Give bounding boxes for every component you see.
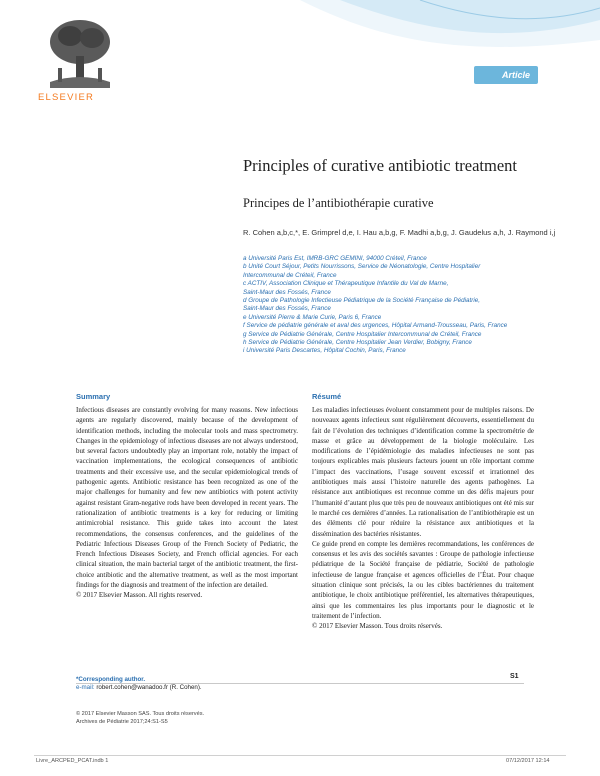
article-subtitle: Principes de l’antibiothérapie curative	[243, 196, 434, 210]
article-title: Principles of curative antibiotic treatment	[243, 156, 517, 175]
resume-heading: Résumé	[312, 392, 342, 401]
print-file: Livre_ARCPED_PCAT.indb 1	[36, 758, 109, 764]
footer	[76, 710, 204, 726]
footer-copyright: © 2017 Elsevier Masson SAS. Tous droits réservés.	[76, 711, 205, 717]
summary-copyright: © 2017 Elsevier Masson. All rights reserved.	[76, 591, 203, 600]
affiliation: c ACTIV, Association Clinique et Thérapeutique Infantile du Val de Marne,	[243, 280, 449, 288]
affiliation: g Service de Pédiatrie Générale, Centre Hospitalier Intercommunal de Créteil, France	[243, 330, 482, 338]
affiliation: a Université Paris Est, IMRB-GRC GEMINI, 94000 Créteil, France	[243, 255, 427, 262]
affiliation: Intercommunal de Créteil, France	[243, 271, 337, 279]
email-link[interactable]: robert.cohen@wanadoo.fr (R. Cohen).	[96, 684, 202, 691]
article-type-badge: Article	[474, 66, 538, 84]
resume-copyright: © 2017 Elsevier Masson. Tous droits réservés.	[312, 622, 443, 631]
email-label: e-mail:	[76, 684, 95, 691]
publisher-name: ELSEVIER	[38, 92, 95, 103]
affiliation: i Université Paris Descartes, Hôpital Cochin, Paris, France	[243, 347, 406, 355]
summary-section	[76, 392, 298, 600]
correspondence	[76, 676, 202, 692]
affiliation: e Université Pierre & Marie Curie, Paris 6, France	[243, 313, 382, 321]
affiliation: d Groupe de Pathologie Infectieuse Pédiatrique de la Société Française de Pédiatrie,	[243, 297, 480, 305]
corresponding-author-label: *Corresponding author.	[76, 676, 146, 683]
page-number: S1	[510, 673, 519, 680]
footer-divider	[76, 683, 524, 684]
author-list: R. Cohen a,b,c,*, E. Grimprel d,e, I. Hau a,b,g, F. Madhi a,b,g, J. Gaudelus a,h, J. Raymond i,j	[243, 228, 556, 237]
affiliation: f Service de pédiatrie générale et aval des urgences, Hôpital Armand-Trousseau, Paris, France	[243, 322, 508, 330]
affiliation: Saint-Maur des Fossés, France	[243, 305, 331, 313]
footer-citation: Archives de Pédiatrie 2017;24:S1-S5	[76, 719, 168, 725]
affiliation: b Unité Court Séjour, Petits Nourrissons, Service de Néonatologie, Centre Hospitalier	[243, 263, 481, 271]
summary-heading: Summary	[76, 392, 111, 401]
print-divider	[34, 755, 566, 756]
elsevier-logo-icon	[40, 12, 120, 92]
affiliations	[243, 255, 543, 356]
print-date: 07/12/2017 12:14	[506, 758, 550, 764]
resume-text: Les maladies infectieuses évoluent constamment pour de multiples raisons. De nouveaux agents infectieux sont régulièrement découverts, essentiellement du fait de l’évolution des techniques d’identification comme la spectrométrie de masse et grâce au développement de la biologie moléculaire. Les modifications de l’épidémiologie des maladies infectieuses ne sont pas toujours explicables mais plusieurs facteurs jouent un rôle important comme l’impact des vaccinations, l’usage souvent excessif et irrationnel des antibiotiques mais aussi l’histoire naturelle des agents pathogènes. La résistance aux antibiotiques est reconnue comme un des défis majeurs pour l’humanité d’autant plus que très peu de nouveaux antibiotiques ont été mis sur le marché ces dernières d’années. La rationalisation de l’antibiothérapie est un des éléments clé pour réduire la résistance aux antibiotiques et la dissémination des bactéries résistantes.	[312, 406, 535, 538]
resume-section	[312, 392, 534, 631]
summary-text: Infectious diseases are constantly evolving for many reasons. New infectious agents are regularly discovered, mainly because of the development of identification methods, including the molecular tools and mass spectrometry. Changes in the epidemiology of infectious diseases are not always understood, but several factors undoubtedly play an important role, notably the impact of vaccination implementations, the ecological consequences of antibiotic treatments and their excessive use, and the secular epidemiological trends of pathogenic agents. Antibiotic resistance has been recognized as one of the major challenges for humanity and few new antibiotics with potent activity against resistant Gram-negative rods have been developed in recent years. The rationalization of antibiotic treatments is a key for reducing or limiting antimicrobial resistance. This guide takes into account the latest recommendations, the consensus conferences, and the guidelines of the Pediatric Infectious Diseases Group of the French Society of Pediatric, the French Infectious Diseases Society, and French official agencies. For each clinical situation, the main bacterial target of the antibiotic treatment, the first-choice antibiotic and the alternative treatment, as well as the most important findings for the diagnosis and treatment of the infection are detailed.	[76, 406, 298, 590]
affiliation: h Service de Pédiatrie Générale, Centre Hospitalier Jean Verdier, Bobigny, France	[243, 339, 472, 347]
affiliation: Saint-Maur des Fossés, France	[243, 288, 331, 296]
resume-text-2: Ce guide prend en compte les dernières recommandations, les conférences de consensus et les avis des sociétés savantes : Groupe de pathologie infectieuse pédiatrique de la Société française de pédiatrie, Société de pathologie infectieuse de langue française et agences officielles de l’État. Pour chaque situation clinique sont précisés, la ou les cibles bactériennes du traitement antibiotique, le choix antibiotique préférentiel, les alternatives thérapeutiques, ainsi que les commentaires les plus importants pour le diagnostic et le traitement de l’infection.	[312, 539, 534, 620]
